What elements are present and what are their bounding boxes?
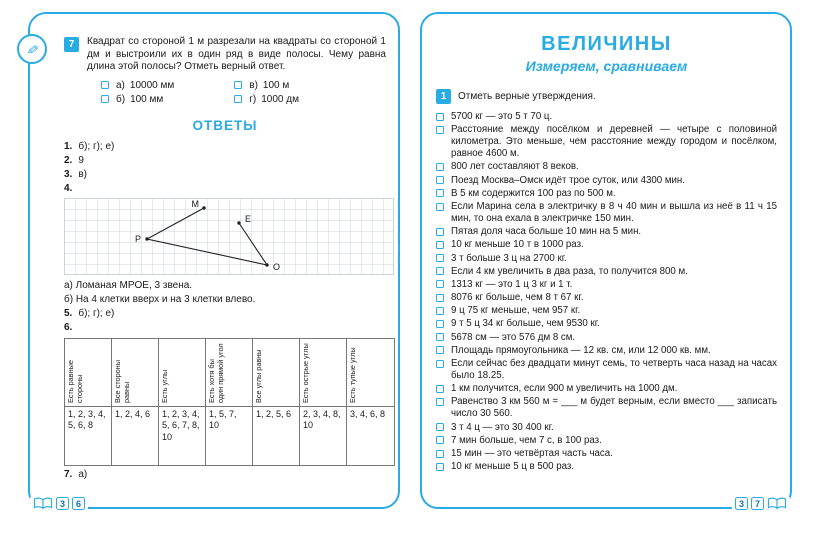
table-column-header: Есть углы xyxy=(159,339,205,407)
statement-text: Если Марина села в электричку в 8 ч 40 мин и вышла из неё в 11 ч 15 мин, то она ехала в электричке 150 мин. xyxy=(451,200,777,224)
answer-number: 5. xyxy=(64,307,73,319)
statement-text: Пятая доля часа больше 10 мин на 5 мин. xyxy=(451,226,642,238)
table-column-header: Есть равные стороны xyxy=(65,339,111,407)
statement-checkbox[interactable] xyxy=(436,294,444,302)
statement-text: 1313 кг — это 1 ц 3 кг и 1 т. xyxy=(451,278,573,290)
statement-text: 3 т больше 3 ц на 2700 кг. xyxy=(451,252,567,264)
statement-checkbox[interactable] xyxy=(436,126,444,134)
option-letter: а) xyxy=(116,79,125,91)
task-1 xyxy=(436,88,777,104)
right-page-content xyxy=(422,14,790,507)
statement-text: Площадь прямоугольника — 12 кв. см, или 12 000 кв. мм. xyxy=(451,344,711,356)
statement-row xyxy=(436,448,777,460)
statement-row xyxy=(436,292,777,304)
statement-checkbox[interactable] xyxy=(436,398,444,406)
statement-text: 1 км получится, если 900 м увеличить на 1000 дм. xyxy=(451,383,678,395)
answer-text: б); г); е) xyxy=(78,140,115,152)
table-column xyxy=(112,339,159,465)
table-cell: 1, 2, 5, 6 xyxy=(256,408,292,419)
statement-checkbox[interactable] xyxy=(436,113,444,121)
label-P: P xyxy=(134,233,141,244)
answer-checkbox[interactable] xyxy=(101,81,109,89)
page-number-digit: 6 xyxy=(72,497,85,510)
statement-text: 9 ц 75 кг меньше, чем 957 кг. xyxy=(451,305,581,317)
table-column-header: Есть тупые углы xyxy=(347,339,394,407)
statement-row xyxy=(436,396,777,420)
statement-row xyxy=(436,253,777,265)
statement-row xyxy=(436,318,777,330)
option-value: 100 мм xyxy=(130,93,164,105)
statement-row xyxy=(436,239,777,251)
statement-row xyxy=(436,226,777,238)
statement-text: Если 4 км увеличить в два раза, то получится 800 м. xyxy=(451,265,688,277)
task-7 xyxy=(64,36,386,105)
statement-row xyxy=(436,461,777,473)
statement-text: 10 кг меньше 5 ц в 500 раз. xyxy=(451,461,575,473)
table-column xyxy=(206,339,253,465)
statement-checkbox[interactable] xyxy=(436,333,444,341)
statement-checkbox[interactable] xyxy=(436,280,444,288)
right-page xyxy=(420,12,792,509)
section-subtitle: Измеряем, сравниваем xyxy=(525,58,688,74)
statement-row xyxy=(436,332,777,344)
answer-row-7 xyxy=(64,468,386,481)
table-cell: 1, 5, 7, 10 xyxy=(209,408,237,431)
answer-row-3 xyxy=(64,168,386,181)
page-number-digit: 3 xyxy=(735,497,748,510)
book-icon xyxy=(767,497,787,510)
task-7-options xyxy=(101,80,299,105)
table-column xyxy=(253,339,300,465)
point-M xyxy=(202,206,205,209)
answer-number: 1. xyxy=(64,140,73,152)
table-column xyxy=(159,339,206,465)
statement-checkbox[interactable] xyxy=(436,423,444,431)
statement-row xyxy=(436,188,777,200)
answer-option xyxy=(234,94,299,105)
answer-number: 6. xyxy=(64,321,73,333)
table-column-header: Все углы равны xyxy=(253,339,299,407)
label-M: M xyxy=(191,198,199,209)
statement-row xyxy=(436,422,777,434)
table-cell: 1, 2, 3, 4, 5, 6, 7, 8, 10 xyxy=(162,408,200,442)
task-1-number-badge: 1 xyxy=(436,89,451,104)
statement-checkbox[interactable] xyxy=(436,189,444,197)
statement-checkbox[interactable] xyxy=(436,450,444,458)
answer-row-5 xyxy=(64,307,386,320)
table-column-header: Все стороны равны xyxy=(112,339,158,407)
statement-checkbox[interactable] xyxy=(436,463,444,471)
statement-text: 15 мин — это четвёртая часть часа. xyxy=(451,447,613,459)
statement-checkbox[interactable] xyxy=(436,360,444,368)
answer-text: б); г); е) xyxy=(78,307,115,319)
statement-checkbox[interactable] xyxy=(436,385,444,393)
statement-checkbox[interactable] xyxy=(436,346,444,354)
statement-checkbox[interactable] xyxy=(436,203,444,211)
task-4-grid-figure xyxy=(64,198,394,275)
statement-text: В 5 км содержится 100 раз по 500 м. xyxy=(451,187,616,199)
statement-text: 3 т 4 ц — это 30 400 кг. xyxy=(451,421,554,433)
answer-option xyxy=(101,80,174,91)
answer-option xyxy=(234,80,299,91)
statement-checkbox[interactable] xyxy=(436,307,444,315)
answer-number: 7. xyxy=(64,468,73,480)
book-icon xyxy=(33,497,53,510)
table-column xyxy=(347,339,394,465)
table-column xyxy=(65,339,112,465)
statement-text: 8076 кг больше, чем 8 т 67 кг. xyxy=(451,292,584,304)
option-letter: б) xyxy=(116,93,126,105)
statement-text: Расстояние между посёлком и деревней — четыре с половиной километра. Это меньше, чем расстояние между городом и посёлком, равное 4600 м. xyxy=(451,124,777,160)
statement-row xyxy=(436,279,777,291)
properties-table xyxy=(64,338,395,466)
statement-text: Если сейчас без двадцати минут семь, то четверть часа назад на часах было 18.25. xyxy=(451,358,777,381)
statement-text: 9 т 5 ц 34 кг больше, чем 9530 кг. xyxy=(451,318,600,330)
option-value: 1000 дм xyxy=(261,93,299,105)
answer-text: а) Ломаная MPOE, 3 звена. xyxy=(64,279,193,291)
answer-checkbox[interactable] xyxy=(234,81,242,89)
statement-row xyxy=(436,161,777,173)
task-7-number-badge: 7 xyxy=(64,37,79,52)
left-page-content xyxy=(30,14,398,507)
answer-text: в) xyxy=(78,168,87,180)
answer-row-4 xyxy=(64,182,386,195)
left-page xyxy=(23,12,400,509)
table-column-header: Есть хотя бы один прямой угол xyxy=(206,339,252,407)
answer-checkbox[interactable] xyxy=(101,95,109,103)
label-E: E xyxy=(245,213,252,224)
statement-checkbox[interactable] xyxy=(436,254,444,262)
statement-row xyxy=(436,175,777,187)
statement-checkbox[interactable] xyxy=(436,163,444,171)
statement-checkbox[interactable] xyxy=(436,176,444,184)
statement-row xyxy=(436,435,777,447)
left-page-number xyxy=(30,497,88,510)
statement-row xyxy=(436,201,777,225)
task-1-text: Отметь верные утверждения. xyxy=(458,90,596,102)
answer-text: 9 xyxy=(78,154,84,166)
point-E xyxy=(237,221,240,224)
table-cell: 1, 2, 4, 6 xyxy=(115,408,151,419)
table-cell: 1, 2, 3, 4, 5, 6, 8 xyxy=(68,408,106,431)
answer-row-2 xyxy=(64,154,386,167)
table-column xyxy=(300,339,347,465)
statement-text: 5678 см — это 576 дм 8 см. xyxy=(451,331,576,343)
statement-text: 10 кг меньше 10 т в 1000 раз. xyxy=(451,239,584,251)
page-number-digit: 3 xyxy=(56,497,69,510)
option-letter: в) xyxy=(249,79,258,91)
statement-text: 7 мин больше, чем 7 с, в 100 раз. xyxy=(451,434,602,446)
pencil-icon xyxy=(17,34,47,64)
answer-number: 2. xyxy=(64,154,73,166)
statement-row xyxy=(436,305,777,317)
statement-text: Поезд Москва–Омск идёт трое суток, или 4300 мин. xyxy=(451,174,685,186)
statement-text: Равенство 3 км 560 м = ___ м будет верным, если вместо ___ записать число 30 560. xyxy=(451,396,777,420)
pencil-glyph: ✎ xyxy=(23,41,42,57)
statements-list xyxy=(436,111,777,473)
table-cell: 2, 3, 4, 8, 10 xyxy=(303,408,341,431)
answer-text: а) xyxy=(78,468,88,480)
statement-checkbox[interactable] xyxy=(436,228,444,236)
statement-checkbox[interactable] xyxy=(436,267,444,275)
statement-row xyxy=(436,111,777,123)
page-number-digit: 7 xyxy=(751,497,764,510)
answer-row-1 xyxy=(64,140,386,153)
statement-text: 800 лет составляют 8 веков. xyxy=(451,161,579,173)
answers-heading: ОТВЕТЫ xyxy=(192,117,258,133)
answer-4a xyxy=(64,279,386,292)
answer-option xyxy=(101,94,174,105)
answer-number: 3. xyxy=(64,168,73,180)
statement-checkbox[interactable] xyxy=(436,436,444,444)
statement-checkbox[interactable] xyxy=(436,241,444,249)
answer-row-6 xyxy=(64,321,386,334)
answer-text: б) На 4 клетки вверх и на 3 клетки влево. xyxy=(64,293,256,305)
option-letter: г) xyxy=(249,93,257,105)
statement-row xyxy=(436,358,777,382)
answer-4b xyxy=(64,293,386,306)
table-column-header: Есть острые углы xyxy=(300,339,346,407)
option-value: 100 м xyxy=(262,79,290,91)
right-page-number xyxy=(732,497,790,510)
label-O: O xyxy=(273,261,281,272)
grid-background xyxy=(65,198,394,274)
statement-row xyxy=(436,345,777,357)
point-P xyxy=(145,237,148,240)
table-cell: 3, 4, 6, 8 xyxy=(350,408,386,419)
point-O xyxy=(265,263,268,266)
statement-checkbox[interactable] xyxy=(436,320,444,328)
answer-number: 4. xyxy=(64,182,73,194)
chapter-title: ВЕЛИЧИНЫ xyxy=(541,33,672,55)
statement-row xyxy=(436,383,777,395)
statement-text: 5700 кг — это 5 т 70 ц. xyxy=(451,111,553,122)
statement-row xyxy=(436,124,777,160)
answer-checkbox[interactable] xyxy=(234,95,242,103)
task-7-text: Квадрат со стороной 1 м разрезали на квадраты со стороной 1 дм и выстроили их в один ряд в виде полосы. Чему равна длина этой полосы? Отметь верный ответ. xyxy=(87,36,386,73)
option-value: 10000 мм xyxy=(129,79,175,91)
statement-row xyxy=(436,266,777,278)
